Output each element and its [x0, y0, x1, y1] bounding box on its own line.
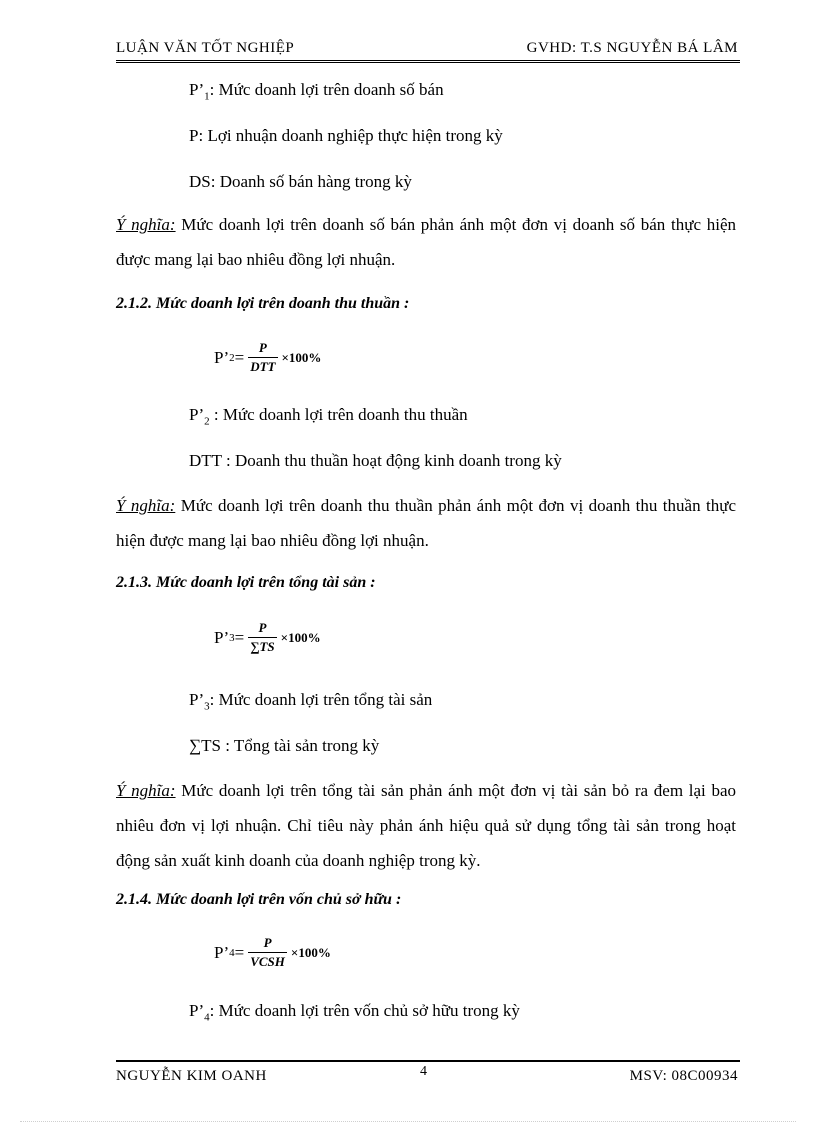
def-p2: $P’_2$ : Mức doanh lợi trên doanh thu thuần — [189, 405, 468, 428]
fraction: $\frac{P}{\text{DTT}}$ — [250, 340, 276, 374]
section-heading-2-1-4: 2.1.4. Mức doanh lợi trên vốn chủ sở hữu : — [116, 891, 402, 908]
fraction: $\frac{P}{\text{VCSH}}$ — [250, 935, 285, 969]
section-heading-2-1-3: 2.1.3. Mức doanh lợi trên tổng tài sản : — [116, 574, 376, 591]
meaning-paragraph-2: Ý nghĩa: Mức doanh lợi trên doanh thu thuần phản ánh một đơn vị doanh thu thuần thực hiện được mang lại bao nhiêu đồng lợi nhuận. — [116, 496, 737, 550]
meaning-paragraph-1: Ý nghĩa: Mức doanh lợi trên doanh số bán phản ánh một đơn vị doanh số bán thực hiện được mang lại bao nhiêu đồng lợi nhuận. — [116, 215, 736, 269]
fraction: $\frac{P}{\sum TS}$ — [250, 620, 275, 654]
def-p1: $P’_1$: Mức doanh lợi trên doanh số bán — [189, 80, 444, 103]
page-number: 4 — [420, 1064, 427, 1079]
def-dtt: DTT : Doanh thu thuần hoạt động kinh doanh trong kỳ — [189, 451, 562, 470]
footer-author: NGUYỄN KIM OANH — [116, 1068, 267, 1084]
def-p: P: Lợi nhuận doanh nghiệp thực hiện trong kỳ — [189, 126, 503, 145]
formula-p4: P’ 4 = $\frac{P}{\text{VCSH}}$ ×100% — [214, 935, 331, 969]
meaning-paragraph-3: Ý nghĩa: Mức doanh lợi trên tổng tài sản phản ánh một đơn vị tài sản bỏ ra đem lại bao nhiêu đơn vị lợi nhuận. Chỉ tiêu này phản ánh hiệu quả sử dụng tổng tài sản trong hoạt động sản xuất kinh doanh của doanh nghiệp trong kỳ. — [116, 781, 736, 870]
footer-rule — [116, 1060, 740, 1062]
footer-student-id: MSV: 08C00934 — [629, 1068, 738, 1084]
header-rule — [116, 60, 740, 63]
formula-p2: P’ 2 = $\frac{P}{\text{DTT}}$ ×100% — [214, 340, 322, 374]
def-p3: $P’_3$: Mức doanh lợi trên tổng tài sản — [189, 690, 433, 713]
def-p4: $P’_4$: Mức doanh lợi trên vốn chủ sở hữu trong kỳ — [189, 1001, 520, 1024]
header-advisor: GVHD: T.S NGUYỄN BÁ LÂM — [526, 40, 738, 56]
section-heading-2-1-2: 2.1.2. Mức doanh lợi trên doanh thu thuần : — [116, 295, 410, 312]
page-edge — [20, 1121, 796, 1122]
def-ts: ∑TS : Tổng tài sản trong kỳ — [189, 736, 380, 755]
def-ds: DS: Doanh số bán hàng trong kỳ — [189, 172, 412, 191]
header-title: LUẬN VĂN TỐT NGHIỆP — [116, 40, 295, 56]
formula-p3: P’ 3 = $\frac{P}{\sum TS}$ ×100% — [214, 620, 321, 654]
